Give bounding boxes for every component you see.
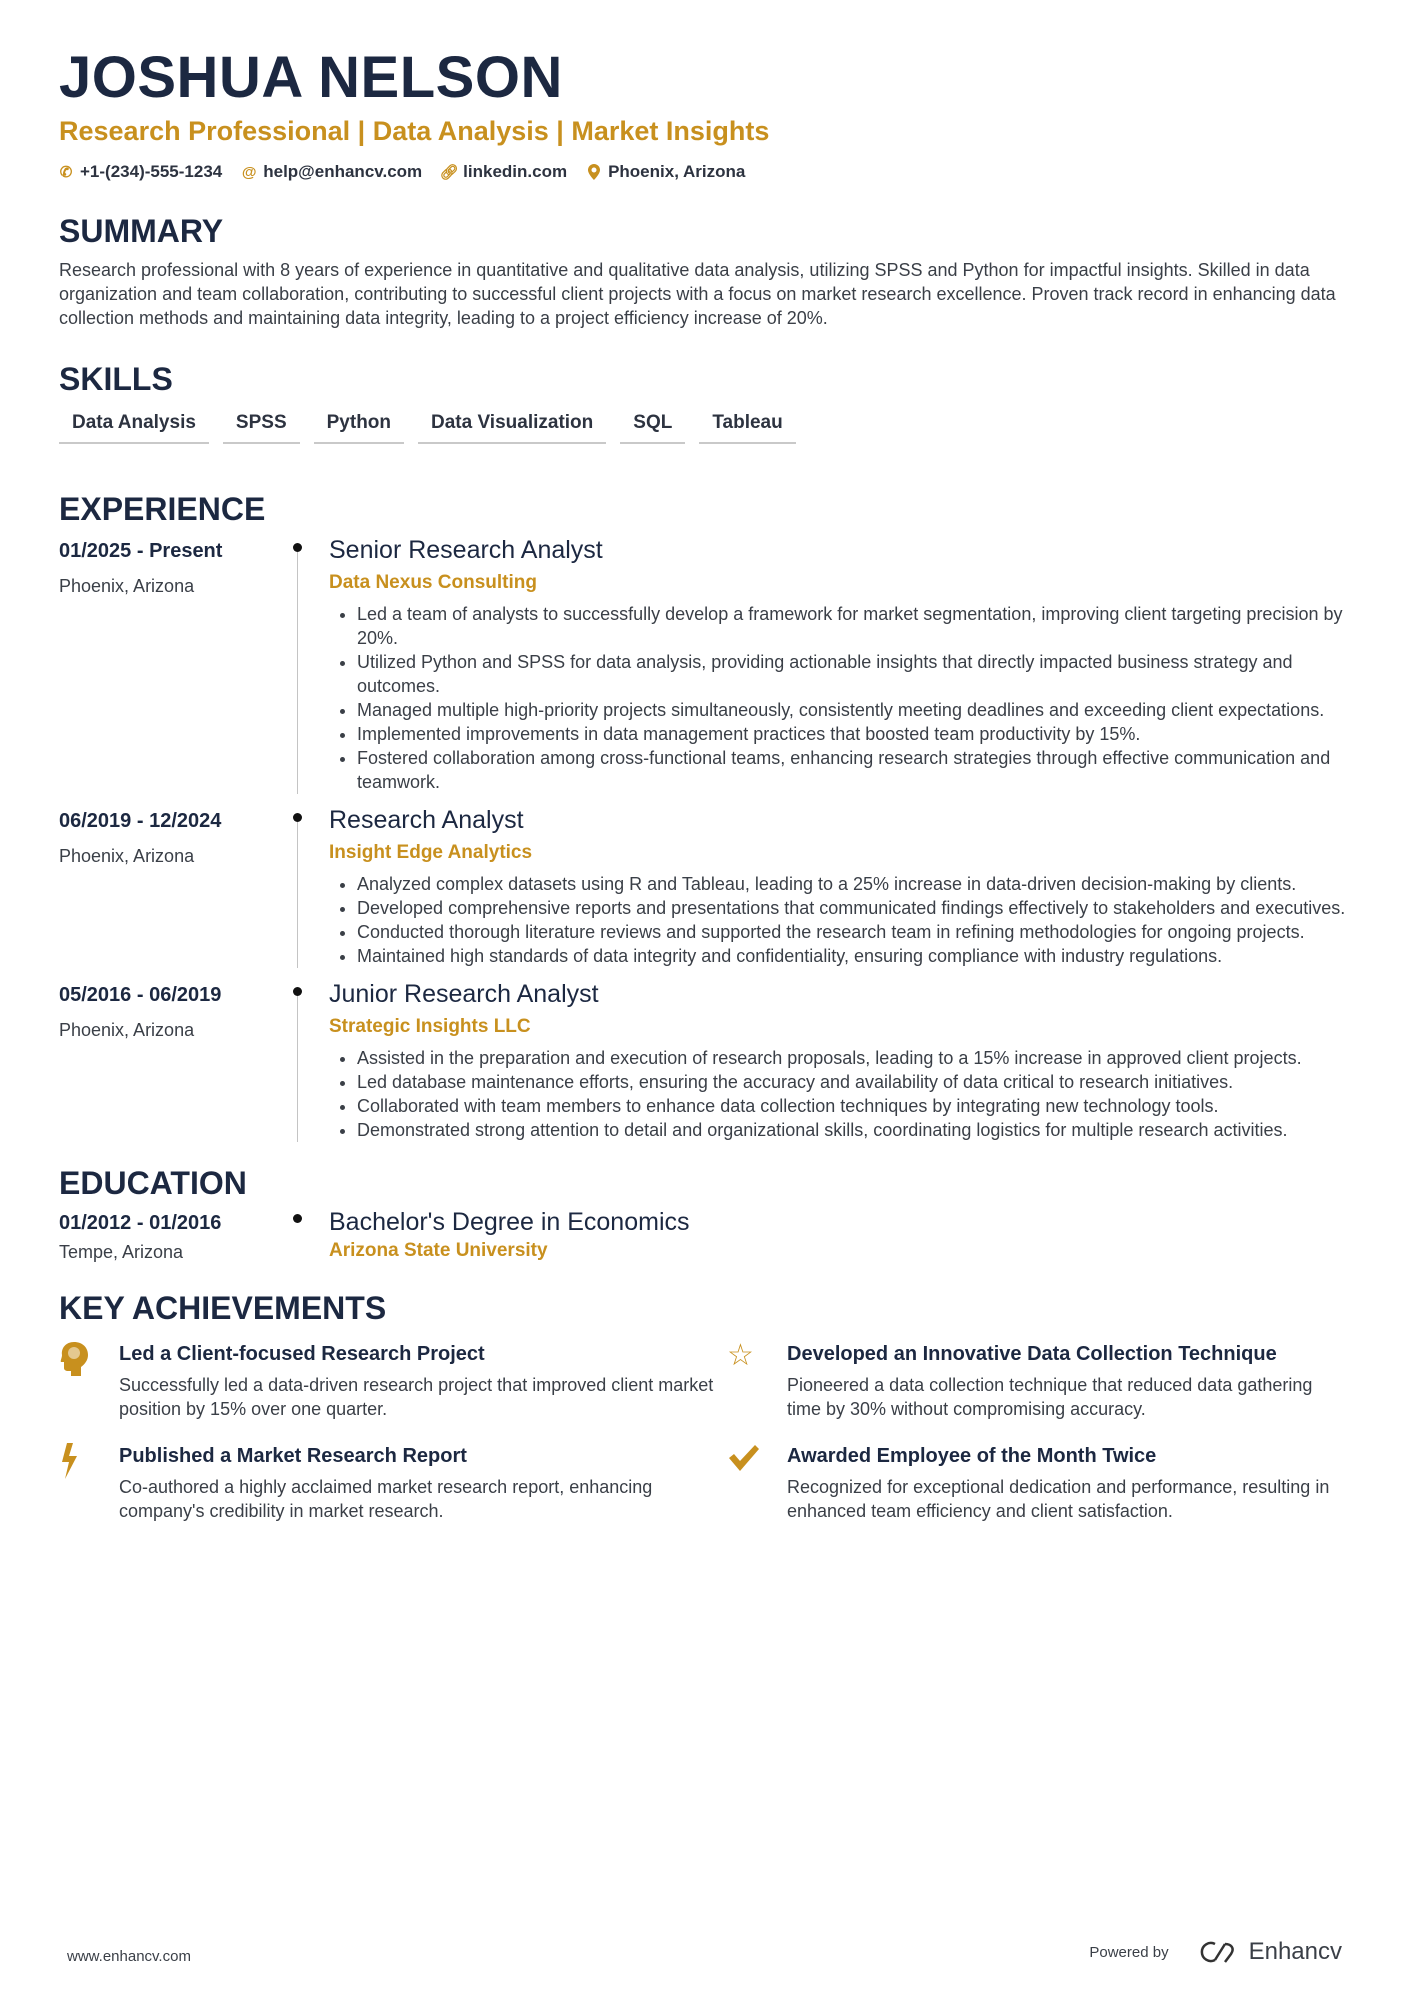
head-icon	[59, 1341, 119, 1421]
achievements-section	[59, 1289, 1359, 1523]
job-title: Junior Research Analyst	[329, 980, 599, 1008]
enhancv-logo-icon	[1195, 1940, 1241, 1964]
job-title: Senior Research Analyst	[329, 536, 603, 564]
brand-name: Enhancv	[1248, 1938, 1342, 1965]
achievement-item	[59, 1341, 727, 1421]
achievement-title: Developed an Innovative Data Collection Technique	[787, 1343, 1277, 1365]
star-icon: ☆	[727, 1339, 754, 1372]
job-bullet: • Demonstrated strong attention to detail and organizational skills, coordinating logistics for multiple research activities.	[357, 1118, 1359, 1142]
skill-tag: SQL	[620, 412, 685, 444]
summary-text: Research professional with 8 years of experience in quantitative and qualitative data analysis, utilizing SPSS and Python for impactful insights. Skilled in data organization and team collaboration, contributing to successful client projects with a focus on market research excellence. Proven track record in enhancing data collection methods and maintaining data integrity, leading to a project efficiency increase of 20%.	[59, 260, 1336, 328]
education-location: Tempe, Arizona	[59, 1242, 184, 1262]
timeline-line	[297, 996, 298, 1142]
timeline-dot	[293, 813, 302, 822]
location-text: Phoenix, Arizona	[608, 162, 746, 181]
skill-tag: Data Visualization	[418, 412, 606, 444]
at-icon: @	[241, 163, 257, 181]
job-bullet: • Led database maintenance efforts, ensuring the accuracy and availability of data critical to research initiatives.	[357, 1070, 1359, 1094]
link-icon: 🔗︎	[439, 164, 459, 181]
job-bullet: • Maintained high standards of data integrity and confidentiality, ensuring compliance with industry regulations.	[357, 944, 1359, 968]
job-bullet: • Fostered collaboration among cross-functional teams, enhancing research strategies through effective communication and teamwork.	[357, 746, 1359, 794]
achievement-item	[727, 1341, 1347, 1421]
timeline-dot	[293, 987, 302, 996]
company-name: Data Nexus Consulting	[329, 572, 537, 593]
contact-linkedin[interactable]	[439, 162, 568, 182]
timeline	[289, 534, 329, 794]
achievement-item	[727, 1443, 1347, 1523]
job-entry	[59, 804, 1359, 968]
achievement-desc: Recognized for exceptional dedication and performance, resulting in enhanced team efficiency and client satisfaction.	[787, 1477, 1330, 1521]
timeline	[289, 804, 329, 968]
phone-text: +1-(234)-555-1234	[80, 162, 223, 181]
timeline	[289, 978, 329, 1142]
experience-section	[59, 490, 1359, 1142]
skill-tag: Tableau	[699, 412, 795, 444]
job-bullets	[329, 1046, 1359, 1142]
job-dates: 06/2019 - 12/2024	[59, 810, 222, 832]
footer-website[interactable]: www.enhancv.com	[67, 1948, 191, 1965]
skill-tag: Python	[314, 412, 404, 444]
timeline-dot	[293, 543, 302, 552]
job-bullet: • Developed comprehensive reports and presentations that communicated findings effectively to stakeholders and executives.	[357, 896, 1359, 920]
job-bullet: • Analyzed complex datasets using R and Tableau, leading to a 25% increase in data-driven decision-making by clients.	[357, 872, 1359, 896]
contact-bar	[59, 162, 1359, 182]
contact-email[interactable]	[242, 162, 422, 182]
job-entry	[59, 534, 1359, 794]
job-bullet: • Managed multiple high-priority projects simultaneously, consistently meeting deadlines and exceeding client expectations.	[357, 698, 1359, 722]
job-location: Phoenix, Arizona	[59, 1020, 195, 1040]
achievement-title: Awarded Employee of the Month Twice	[787, 1445, 1157, 1467]
achievement-item	[59, 1443, 727, 1523]
powered-by-label: Powered by	[1089, 1943, 1169, 1961]
phone-icon: ✆	[59, 164, 73, 181]
education-dates: 01/2012 - 01/2016	[59, 1212, 222, 1234]
lightning-icon	[59, 1443, 119, 1523]
skills-section	[59, 360, 1359, 444]
education-section	[59, 1164, 1359, 1263]
timeline-line	[297, 822, 298, 968]
company-name: Strategic Insights LLC	[329, 1016, 531, 1037]
skills-heading: SKILLS	[59, 361, 173, 397]
resume-page	[59, 46, 1359, 1523]
job-bullet: • Assisted in the preparation and execution of research proposals, leading to a 15% increase in approved client projects.	[357, 1046, 1359, 1070]
job-bullets	[329, 872, 1359, 968]
timeline-line	[297, 552, 298, 794]
job-bullet: • Conducted thorough literature reviews and supported the research team in refining methodologies for ongoing projects.	[357, 920, 1359, 944]
contact-location	[587, 162, 745, 182]
job-title: Research Analyst	[329, 806, 524, 834]
achievement-desc: Successfully led a data-driven research project that improved client market position by 15% over one quarter.	[119, 1375, 714, 1419]
linkedin-text: linkedin.com	[463, 162, 568, 181]
job-location: Phoenix, Arizona	[59, 576, 195, 596]
contact-phone[interactable]	[59, 162, 222, 182]
job-bullet: • Led a team of analysts to successfully develop a framework for market segmentation, improving client targeting precision by 20%.	[357, 602, 1359, 650]
email-text: help@enhancv.com	[263, 162, 423, 181]
job-dates: 05/2016 - 06/2019	[59, 984, 222, 1006]
experience-heading: EXPERIENCE	[59, 491, 266, 527]
degree: Bachelor's Degree in Economics	[329, 1208, 690, 1236]
education-heading: EDUCATION	[59, 1165, 247, 1201]
headline: Research Professional | Data Analysis | Market Insights	[59, 116, 770, 146]
job-location: Phoenix, Arizona	[59, 846, 195, 866]
school: Arizona State University	[329, 1240, 548, 1261]
checkmark-icon	[727, 1443, 787, 1523]
job-bullets	[329, 602, 1359, 794]
achievement-title: Led a Client-focused Research Project	[119, 1343, 485, 1365]
location-pin-icon	[587, 164, 601, 180]
skill-tag: SPSS	[223, 412, 300, 444]
timeline-dot	[293, 1214, 302, 1223]
enhancv-logo[interactable]	[1195, 1938, 1342, 1966]
achievement-title: Published a Market Research Report	[119, 1445, 467, 1467]
company-name: Insight Edge Analytics	[329, 842, 533, 863]
achievement-desc: Co-authored a highly acclaimed market research report, enhancing company's credibility in market research.	[119, 1477, 653, 1521]
achievement-desc: Pioneered a data collection technique that reduced data gathering time by 30% without compromising accuracy.	[787, 1375, 1313, 1419]
education-entry	[59, 1206, 1359, 1263]
footer-branding	[1089, 1938, 1342, 1966]
job-dates: 01/2025 - Present	[59, 540, 223, 562]
skill-tag: Data Analysis	[59, 412, 209, 444]
candidate-name: JOSHUA NELSON	[59, 45, 563, 110]
job-bullet: • Implemented improvements in data management practices that boosted team productivity by 15%.	[357, 722, 1359, 746]
achievements-heading: KEY ACHIEVEMENTS	[59, 1290, 387, 1326]
summary-heading: SUMMARY	[59, 213, 224, 249]
summary-section	[59, 212, 1359, 330]
job-bullet: • Collaborated with team members to enhance data collection techniques by integrating new technology tools.	[357, 1094, 1359, 1118]
job-entry	[59, 978, 1359, 1142]
job-bullet: • Utilized Python and SPSS for data analysis, providing actionable insights that directly impacted business strategy and outcomes.	[357, 650, 1359, 698]
